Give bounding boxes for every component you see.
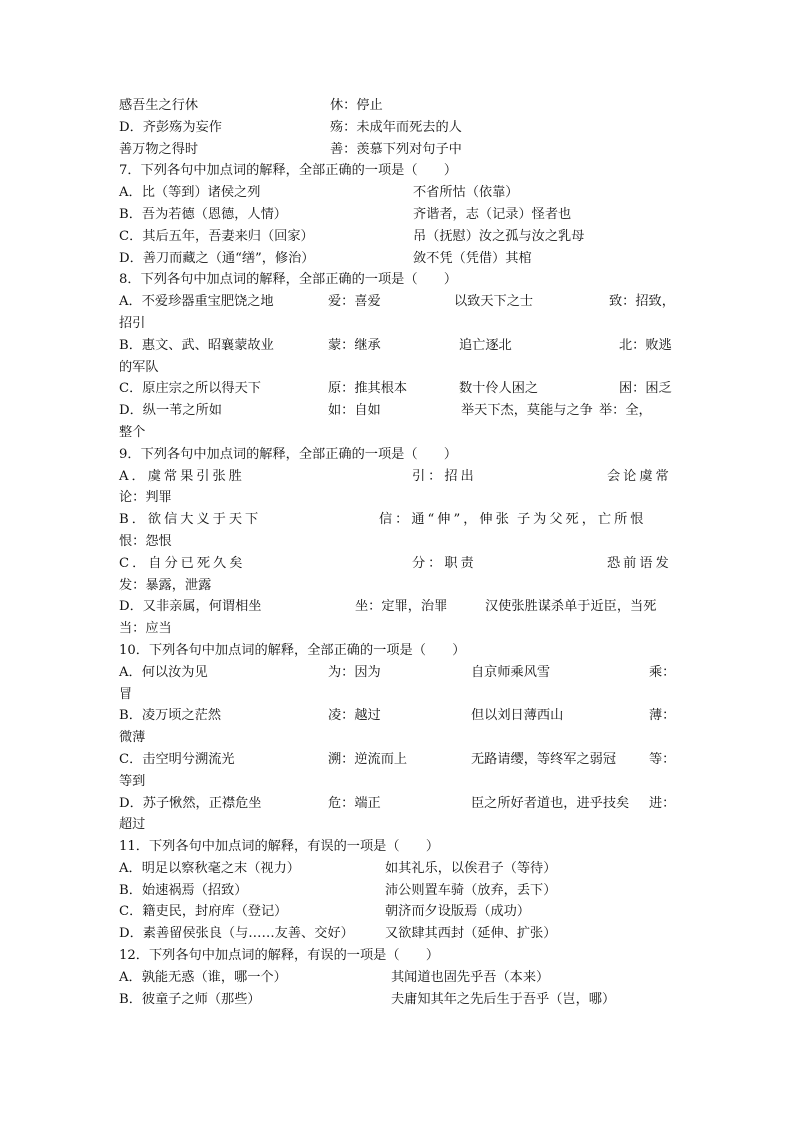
text-line xyxy=(119,357,675,379)
text-segment: 原：推其根本 xyxy=(328,381,408,397)
text-segment: 举天下杰，莫能与之争 xyxy=(461,403,593,419)
text-segment: 微薄 xyxy=(119,730,146,746)
text-segment: 整个 xyxy=(119,424,146,440)
text-segment: D．齐彭殇为妄作 xyxy=(119,119,222,135)
text-line xyxy=(119,880,675,902)
text-line xyxy=(119,575,675,597)
text-segment: C．击空明兮溯流光 xyxy=(119,751,235,767)
text-segment: 进： xyxy=(649,795,676,811)
text-segment: 又欲肆其西封（延伸、扩张） xyxy=(385,926,557,942)
text-segment: 齐谐者，志（记录）怪者也 xyxy=(413,206,572,222)
text-segment: 等到 xyxy=(119,773,146,789)
text-line xyxy=(119,139,675,161)
text-line xyxy=(119,618,675,640)
text-segment: 致：招致， xyxy=(609,294,675,310)
text-segment: C．自分已死久矣 xyxy=(119,555,246,571)
text-segment: 会论虞常 xyxy=(607,468,672,484)
text-line xyxy=(119,95,675,117)
text-segment: 当：应当 xyxy=(119,621,172,637)
text-segment: A．虞常果引张胜 xyxy=(119,468,245,484)
text-segment: 12．下列各句中加点词的解释，有误的一项是（ ） xyxy=(119,948,440,964)
text-segment: 数十伶人困之 xyxy=(459,381,539,397)
text-segment: B．凌万顷之茫然 xyxy=(119,708,222,724)
text-segment: 坐：定罪，治罪 xyxy=(355,599,448,615)
text-segment: 臣之所好者道也，进乎技矣 xyxy=(471,795,630,811)
text-segment: 朝济而夕设版焉（成功） xyxy=(385,904,531,920)
text-line xyxy=(119,269,675,291)
text-segment: C．原庄宗之所以得天下 xyxy=(119,381,261,397)
text-line xyxy=(119,444,675,466)
text-line xyxy=(119,836,675,858)
text-line xyxy=(119,313,675,335)
text-segment: 其闻道也固先乎吾（本来） xyxy=(391,969,550,985)
text-segment: 感吾生之行休 xyxy=(119,98,199,113)
text-segment: D．又非亲属，何谓相坐 xyxy=(119,599,262,615)
text-segment: 吊（抚慰）汝之孤与汝之乳母 xyxy=(413,228,585,244)
text-segment: 蒙：继承 xyxy=(328,337,381,353)
text-segment: 超过 xyxy=(119,817,146,833)
text-segment: 北：败逃 xyxy=(619,337,672,353)
text-segment: 善：羡慕下列对句子中 xyxy=(330,141,462,157)
text-line xyxy=(119,771,675,793)
text-line xyxy=(119,291,675,313)
text-segment: B．惠文、武、昭襄蒙故业 xyxy=(119,337,274,353)
text-segment: 举：全， xyxy=(599,403,652,419)
text-segment: 8．下列各句中加点词的解释，全部正确的一项是（ ） xyxy=(119,272,458,288)
text-segment: 信：通“伸”，伸张 xyxy=(379,512,512,528)
text-line xyxy=(119,553,675,575)
text-line xyxy=(119,749,675,771)
text-segment: 乘： xyxy=(649,664,676,680)
text-segment: 危：端正 xyxy=(328,795,381,811)
text-segment: A．不爱珍器重宝肥饶之地 xyxy=(119,294,274,310)
text-segment: B．始速祸焉（招致） xyxy=(119,882,248,898)
text-segment: D．善刀而藏之（通“缮”，修治） xyxy=(119,250,315,266)
text-segment: 薄： xyxy=(649,708,676,724)
text-segment: 冒 xyxy=(119,686,133,702)
text-line xyxy=(119,160,675,182)
text-line xyxy=(119,640,675,662)
text-segment: 7．下列各句中加点词的解释，全部正确的一项是（ ） xyxy=(119,163,458,179)
text-segment: 10．下列各句中加点词的解释，全部正确的一项是（ ） xyxy=(119,642,466,658)
document-body xyxy=(119,95,675,1010)
text-line xyxy=(119,487,675,509)
text-segment: 但以刘日薄西山 xyxy=(471,708,564,724)
text-line xyxy=(119,596,675,618)
text-segment: D．苏子愀然，正襟危坐 xyxy=(119,795,262,811)
text-segment: 的军队 xyxy=(119,359,159,375)
text-segment: A．何以汝为见 xyxy=(119,664,208,680)
text-line xyxy=(119,989,675,1011)
text-line xyxy=(119,923,675,945)
text-segment: 善万物之得时 xyxy=(119,141,199,157)
text-segment: 如：自如 xyxy=(328,403,381,419)
text-segment: 沛公则置车骑（放弃，丢下） xyxy=(385,882,557,898)
text-line xyxy=(119,422,675,444)
text-segment: 引：招出 xyxy=(412,468,477,484)
text-line xyxy=(119,182,675,204)
text-segment: D．素善留侯张良（与……友善、交好） xyxy=(119,926,354,942)
text-segment: 爱：喜爱 xyxy=(328,294,381,310)
text-segment: B．欲信大义于天下 xyxy=(119,512,262,528)
text-segment: D．纵一苇之所如 xyxy=(119,403,222,419)
text-segment: 子为父死，亡所恨 xyxy=(517,512,647,528)
text-line xyxy=(119,901,675,923)
text-segment: 敛不凭（凭借）其棺 xyxy=(413,250,532,266)
text-line xyxy=(119,967,675,989)
text-segment: A．明足以察秋毫之末（视力） xyxy=(119,860,300,876)
text-line xyxy=(119,531,675,553)
text-segment: 夫庸知其年之先后生于吾乎（岂，哪） xyxy=(391,991,616,1007)
text-line xyxy=(119,226,675,248)
text-segment: 溯：逆流而上 xyxy=(328,751,408,767)
text-line xyxy=(119,378,675,400)
text-line xyxy=(119,400,675,422)
text-line xyxy=(119,793,675,815)
text-line xyxy=(119,335,675,357)
text-segment: 汉使张胜谋杀单于近臣，当死 xyxy=(485,599,657,615)
text-segment: 凌：越过 xyxy=(328,708,381,724)
text-segment: 恐前语发 xyxy=(607,555,672,571)
text-segment: 9．下列各句中加点词的解释，全部正确的一项是（ ） xyxy=(119,446,458,462)
text-line xyxy=(119,945,675,967)
text-segment: 休：停止 xyxy=(330,98,383,113)
text-segment: 如其礼乐，以俟君子（等待） xyxy=(385,860,557,876)
text-segment: C．其后五年，吾妻来归（回家） xyxy=(119,228,314,244)
text-line xyxy=(119,248,675,270)
text-line xyxy=(119,858,675,880)
text-segment: 分：职责 xyxy=(412,555,477,571)
text-segment: A．比（等到）诸侯之列 xyxy=(119,185,261,201)
text-segment: 不省所怙（依靠） xyxy=(413,185,519,201)
text-line xyxy=(119,814,675,836)
text-segment: 发：暴露，泄露 xyxy=(119,577,212,593)
text-segment: 以致天下之士 xyxy=(454,294,534,310)
text-segment: B．彼童子之师（那些） xyxy=(119,991,261,1007)
text-segment: 等： xyxy=(649,751,676,767)
text-line xyxy=(119,705,675,727)
text-segment: 殇：未成年而死去的人 xyxy=(330,119,462,135)
text-segment: 无路请缨，等终军之弱冠 xyxy=(471,751,617,767)
text-line xyxy=(119,117,675,139)
text-segment: 追亡逐北 xyxy=(459,337,512,353)
text-segment: 论：判罪 xyxy=(119,490,172,506)
text-line xyxy=(119,727,675,749)
text-segment: 自京师乘风雪 xyxy=(471,664,551,680)
text-segment: 11．下列各句中加点词的解释，有误的一项是（ ） xyxy=(119,839,440,855)
text-line xyxy=(119,204,675,226)
text-segment: A．孰能无惑（谁，哪一个） xyxy=(119,969,287,985)
text-segment: 招引 xyxy=(119,315,146,331)
text-segment: C．籍吏民，封府库（登记） xyxy=(119,904,288,920)
text-segment: 为：因为 xyxy=(328,664,381,680)
text-line xyxy=(119,662,675,684)
text-line xyxy=(119,466,675,488)
text-segment: 困：困乏 xyxy=(619,381,672,397)
text-segment: 恨：怨恨 xyxy=(119,533,172,549)
text-line xyxy=(119,509,675,531)
text-segment: B．吾为若德（恩德，人情） xyxy=(119,206,287,222)
text-line xyxy=(119,684,675,706)
